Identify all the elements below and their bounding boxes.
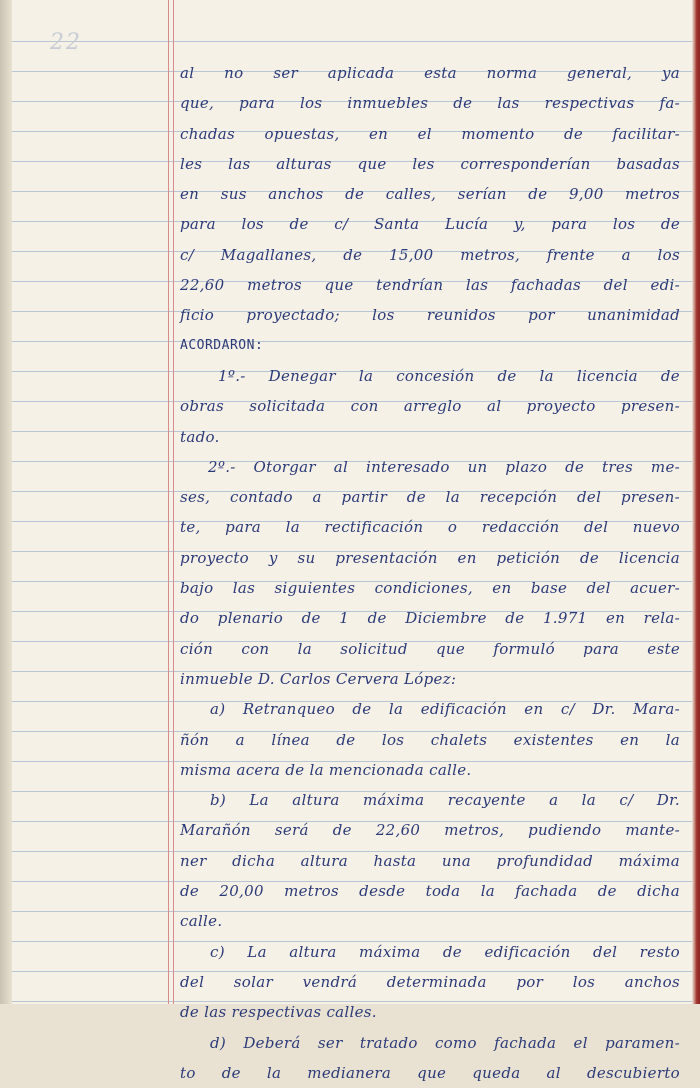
text-line: d) Deberá ser tratado como fachada el paramen- bbox=[210, 1033, 680, 1052]
text-line: calle. bbox=[180, 912, 223, 931]
text-line: Marañón será de 22,60 metros, pudiendo mante- bbox=[180, 821, 680, 840]
text-line: 1º.- Denegar la concesión de la licencia de bbox=[218, 366, 680, 385]
text-line: a) Retranqueo de la edificación en c/ Dr. Mara- bbox=[210, 700, 680, 719]
book-cover-edge bbox=[692, 0, 700, 1004]
text-line: 2º.- Otorgar al interesado un plazo de tres me- bbox=[208, 457, 680, 476]
text-line: te, para la rectificación o redacción del nuevo bbox=[180, 518, 680, 537]
text-line: do plenario de 1 de Diciembre de 1.971 en rela- bbox=[180, 609, 680, 628]
text-line: ñón a línea de los chalets existentes en la bbox=[180, 730, 680, 749]
text-line: en sus anchos de calles, serían de 9,00 metros bbox=[180, 185, 680, 204]
text-line: tado. bbox=[180, 427, 220, 446]
text-line: misma acera de la mencionada calle. bbox=[180, 760, 472, 779]
text-line: del solar vendrá determinada por los anchos bbox=[180, 972, 680, 991]
text-line: 22,60 metros que tendrían las fachadas del edi- bbox=[180, 276, 680, 295]
text-line: b) La altura máxima recayente a la c/ Dr. bbox=[210, 791, 680, 810]
text-line: inmueble D. Carlos Cervera López: bbox=[180, 669, 457, 688]
page-binding-edge bbox=[0, 0, 12, 1004]
text-line: ner dicha altura hasta una profundidad máxima bbox=[180, 851, 680, 870]
text-line: proyecto y su presentación en petición de licencia bbox=[180, 548, 680, 567]
text-line: ficio proyectado; los reunidos por unanimidad bbox=[180, 306, 680, 325]
text-line: les las alturas que les corresponderían basadas bbox=[180, 154, 680, 173]
text-line: ción con la solicitud que formuló para este bbox=[180, 639, 680, 658]
margin-rule-left bbox=[168, 0, 169, 1004]
text-line: al no ser aplicada esta norma general, ya bbox=[180, 64, 680, 82]
text-line: para los de c/ Santa Lucía y, para los de bbox=[180, 215, 680, 234]
text-line: bajo las siguientes condiciones, en base del acuer- bbox=[180, 579, 680, 598]
text-line: c) La altura máxima de edificación del resto bbox=[210, 942, 680, 961]
text-line: de las respectivas calles. bbox=[180, 1003, 377, 1022]
resolution-heading: ACORDARON: bbox=[180, 337, 264, 353]
text-line: ses, contado a partir de la recepción del presen- bbox=[180, 488, 680, 507]
text-line: de 20,00 metros desde toda la fachada de dicha bbox=[180, 882, 680, 901]
page-number: 22 bbox=[50, 30, 82, 55]
margin-rule-right bbox=[173, 0, 174, 1004]
text-line: chadas opuestas, en el momento de facilitar- bbox=[180, 124, 680, 143]
text-line: to de la medianera que queda al descubierto bbox=[180, 1063, 680, 1082]
text-line: obras solicitada con arreglo al proyecto presen- bbox=[180, 397, 680, 416]
text-line: c/ Magallanes, de 15,00 metros, frente a los bbox=[180, 245, 680, 264]
handwritten-minutes-text bbox=[180, 58, 680, 1088]
text-line: que, para los inmuebles de las respectivas fa- bbox=[180, 94, 680, 113]
